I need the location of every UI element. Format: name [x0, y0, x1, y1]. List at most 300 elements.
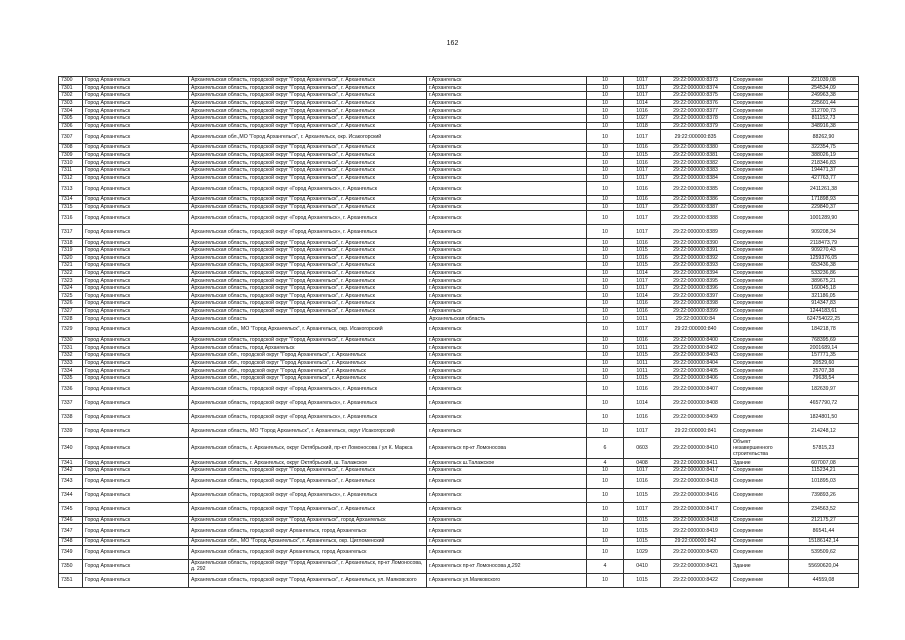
- cadastral-value-cell: 1244183,61: [789, 307, 859, 315]
- municipality-cell: Город Архангельск: [83, 107, 189, 115]
- group-code-cell: 10: [587, 211, 624, 225]
- object-type-cell: Сооружение: [731, 182, 789, 196]
- group-code-cell: 10: [587, 92, 624, 100]
- cadastral-value-cell: 115234,21: [789, 467, 859, 475]
- municipality-cell: Город Архангельск: [83, 211, 189, 225]
- row-number-cell: 7324: [59, 284, 83, 292]
- cadastral-number-cell: 29:22:000000:8395: [661, 277, 731, 285]
- group-code-cell: 10: [587, 352, 624, 360]
- subgroup-code-cell: 1016: [624, 410, 661, 424]
- municipality-cell: Город Архангельск: [83, 467, 189, 475]
- locality-cell: г.Архангельск ул.Маяковского: [427, 573, 587, 587]
- object-type-cell: Сооружение: [731, 344, 789, 352]
- row-number-cell: 7300: [59, 77, 83, 85]
- group-code-cell: 10: [587, 344, 624, 352]
- object-type-cell: Здание: [731, 559, 789, 573]
- table-row: [59, 573, 859, 587]
- subgroup-code-cell: 1015: [624, 262, 661, 270]
- municipality-cell: Город Архангельск: [83, 77, 189, 85]
- subgroup-code-cell: 1016: [624, 196, 661, 204]
- table-row: [59, 84, 859, 92]
- cadastral-value-cell: 194471,37: [789, 166, 859, 174]
- address-cell: Архангельская область, городской округ "Город Архангельск", г. Архангельск: [189, 284, 427, 292]
- cadastral-value-cell: 214248,12: [789, 424, 859, 438]
- row-number-cell: 7316: [59, 211, 83, 225]
- address-cell: Архангельская область, городской округ "Город Архангельск", город Архангельск: [189, 516, 427, 524]
- cadastral-number-cell: 29:22:000000:835: [661, 130, 731, 144]
- locality-cell: г.Архангельск пр-кт Ломоносова д.292: [427, 559, 587, 573]
- municipality-cell: Город Архангельск: [83, 130, 189, 144]
- subgroup-code-cell: 1017: [624, 174, 661, 182]
- subgroup-code-cell: 0410: [624, 559, 661, 573]
- row-number-cell: 7348: [59, 538, 83, 546]
- cadastral-value-cell: 218346,83: [789, 159, 859, 167]
- address-cell: Архангельская область, городской округ "Город Архангельск", г. Архангельск, пр-кт Ломоносова, д. 292: [189, 559, 427, 573]
- table-row: [59, 344, 859, 352]
- cadastral-value-cell: 79638,54: [789, 374, 859, 382]
- address-cell: Архангельская обл., городской округ "Город Архангельск", г. Архангельск: [189, 367, 427, 375]
- row-number-cell: 7319: [59, 246, 83, 254]
- row-number-cell: 7342: [59, 467, 83, 475]
- cadastral-number-cell: 29:22:000000:8418: [661, 516, 731, 524]
- object-type-cell: Сооружение: [731, 374, 789, 382]
- address-cell: Архангельская обл., городской округ "Город Архангельск", г. Архангельск: [189, 352, 427, 360]
- subgroup-code-cell: 1016: [624, 254, 661, 262]
- municipality-cell: Город Архангельск: [83, 166, 189, 174]
- group-code-cell: 10: [587, 424, 624, 438]
- object-type-cell: Сооружение: [731, 467, 789, 475]
- cadastral-number-cell: 29:22:000000:8420: [661, 545, 731, 559]
- group-code-cell: 10: [587, 77, 624, 85]
- subgroup-code-cell: 1015: [624, 524, 661, 538]
- cadastral-number-cell: 29:22:000000:8381: [661, 151, 731, 159]
- cadastral-value-cell: 312700,73: [789, 107, 859, 115]
- group-code-cell: 10: [587, 99, 624, 107]
- municipality-cell: Город Архангельск: [83, 300, 189, 308]
- table-row: [59, 352, 859, 360]
- address-cell: Архангельская область, городской округ "Город Архангельск", г. Архангельск: [189, 254, 427, 262]
- municipality-cell: Город Архангельск: [83, 292, 189, 300]
- cadastral-number-cell: 29:22:000000:8384: [661, 174, 731, 182]
- address-cell: Архангельская область, МО "Город Архангельск", г. Архангельск, округ Исакогорский: [189, 424, 427, 438]
- subgroup-code-cell: 1017: [624, 225, 661, 239]
- row-number-cell: 7349: [59, 545, 83, 559]
- row-number-cell: 7338: [59, 410, 83, 424]
- cadastral-number-cell: 29:22:000000:840: [661, 322, 731, 336]
- subgroup-code-cell: 1014: [624, 269, 661, 277]
- cadastral-value-cell: 184218,78: [789, 322, 859, 336]
- table-row: [59, 307, 859, 315]
- locality-cell: г.Архангельск: [427, 352, 587, 360]
- row-number-cell: 7315: [59, 203, 83, 211]
- row-number-cell: 7329: [59, 322, 83, 336]
- subgroup-code-cell: 1017: [624, 424, 661, 438]
- object-type-cell: Объект незавершенного строительства: [731, 438, 789, 459]
- address-cell: Архангельская область, городской округ "Город Архангельск", г. Архангельск: [189, 144, 427, 152]
- municipality-cell: Город Архангельск: [83, 315, 189, 323]
- row-number-cell: 7322: [59, 269, 83, 277]
- object-type-cell: Сооружение: [731, 174, 789, 182]
- municipality-cell: Город Архангельск: [83, 246, 189, 254]
- table-row: [59, 322, 859, 336]
- locality-cell: г.Архангельск ш.Талажское: [427, 459, 587, 467]
- municipality-cell: Город Архангельск: [83, 203, 189, 211]
- locality-cell: г.Архангельск: [427, 336, 587, 344]
- cadastral-value-cell: 1824801,50: [789, 410, 859, 424]
- group-code-cell: 10: [587, 107, 624, 115]
- row-number-cell: 7346: [59, 516, 83, 524]
- address-cell: Архангельская область, городской округ "Город Архангельск", г. Архангельск: [189, 174, 427, 182]
- row-number-cell: 7347: [59, 524, 83, 538]
- address-cell: Архангельская область, городской округ "Город Архангельск", г. Архангельск: [189, 262, 427, 270]
- object-type-cell: Сооружение: [731, 424, 789, 438]
- locality-cell: г.Архангельск: [427, 307, 587, 315]
- table-row: [59, 336, 859, 344]
- row-number-cell: 7323: [59, 277, 83, 285]
- object-type-cell: Сооружение: [731, 269, 789, 277]
- object-type-cell: Сооружение: [731, 292, 789, 300]
- locality-cell: Архангельская область: [427, 315, 587, 323]
- address-cell: Архангельская область, городской округ "Город Архангельск", г. Архангельск: [189, 166, 427, 174]
- row-number-cell: 7312: [59, 174, 83, 182]
- municipality-cell: Город Архангельск: [83, 424, 189, 438]
- cadastral-value-cell: 811152,73: [789, 114, 859, 122]
- object-type-cell: Сооружение: [731, 300, 789, 308]
- object-type-cell: Сооружение: [731, 322, 789, 336]
- group-code-cell: 10: [587, 474, 624, 488]
- subgroup-code-cell: 1015: [624, 538, 661, 546]
- cadastral-number-cell: 29:22:000000:8421: [661, 559, 731, 573]
- row-number-cell: 7304: [59, 107, 83, 115]
- group-code-cell: 10: [587, 144, 624, 152]
- table-row: [59, 239, 859, 247]
- row-number-cell: 7327: [59, 307, 83, 315]
- row-number-cell: 7310: [59, 159, 83, 167]
- locality-cell: г.Архангельск: [427, 322, 587, 336]
- locality-cell: г.Архангельск: [427, 374, 587, 382]
- subgroup-code-cell: 1016: [624, 300, 661, 308]
- locality-cell: г.Архангельск: [427, 77, 587, 85]
- table-row: [59, 488, 859, 502]
- cadastral-value-cell: 607007,08: [789, 459, 859, 467]
- subgroup-code-cell: 1017: [624, 467, 661, 475]
- object-type-cell: Сооружение: [731, 107, 789, 115]
- locality-cell: г.Архангельск: [427, 225, 587, 239]
- cadastral-number-cell: 29:22:000000:8376: [661, 99, 731, 107]
- row-number-cell: 7306: [59, 122, 83, 130]
- locality-cell: г.Архангельск: [427, 107, 587, 115]
- group-code-cell: 10: [587, 262, 624, 270]
- locality-cell: г.Архангельск: [427, 262, 587, 270]
- table-row: [59, 474, 859, 488]
- subgroup-code-cell: 1011: [624, 344, 661, 352]
- row-number-cell: 7351: [59, 573, 83, 587]
- cadastral-value-cell: 539509,62: [789, 545, 859, 559]
- cadastral-value-cell: 2001689,14: [789, 344, 859, 352]
- row-number-cell: 7321: [59, 262, 83, 270]
- municipality-cell: Город Архангельск: [83, 410, 189, 424]
- municipality-cell: Город Архангельск: [83, 352, 189, 360]
- subgroup-code-cell: 1017: [624, 284, 661, 292]
- cadastral-number-cell: 29:22:000000:8382: [661, 159, 731, 167]
- subgroup-code-cell: 1027: [624, 114, 661, 122]
- group-code-cell: 10: [587, 130, 624, 144]
- municipality-cell: Город Архангельск: [83, 396, 189, 410]
- cadastral-number-cell: 29:22:000000:8408: [661, 396, 731, 410]
- address-cell: Архангельская область, городской округ «Город Архангельск», г. Архангельск: [189, 488, 427, 502]
- row-number-cell: 7336: [59, 382, 83, 396]
- locality-cell: г.Архангельск: [427, 367, 587, 375]
- locality-cell: г.Архангельск: [427, 524, 587, 538]
- group-code-cell: 10: [587, 114, 624, 122]
- subgroup-code-cell: 1017: [624, 84, 661, 92]
- address-cell: Архангельская область, городской округ "Город Архангельск", г. Архангельск: [189, 336, 427, 344]
- cadastral-number-cell: 29:22:000000:8409: [661, 410, 731, 424]
- subgroup-code-cell: 1017: [624, 92, 661, 100]
- municipality-cell: Город Архангельск: [83, 438, 189, 459]
- cadastral-number-cell: 29:22:000000:8403: [661, 352, 731, 360]
- cadastral-value-cell: 25707,38: [789, 367, 859, 375]
- subgroup-code-cell: 0603: [624, 438, 661, 459]
- address-cell: Архангельская область, городской округ "Город Архангельск", г. Архангельск: [189, 467, 427, 475]
- municipality-cell: Город Архангельск: [83, 159, 189, 167]
- address-cell: Архангельская область, городской округ "Город Архангельск", г. Архангельск: [189, 203, 427, 211]
- address-cell: Архангельская обл., городской округ "Город Архангельск", г. Архангельск: [189, 359, 427, 367]
- row-number-cell: 7314: [59, 196, 83, 204]
- group-code-cell: 10: [587, 292, 624, 300]
- cadastral-number-cell: 29:22:000000:8394: [661, 269, 731, 277]
- object-type-cell: Сооружение: [731, 524, 789, 538]
- cadastral-number-cell: 29:22:000000:8378: [661, 114, 731, 122]
- table-row: [59, 246, 859, 254]
- group-code-cell: 10: [587, 396, 624, 410]
- cadastral-number-cell: 29:22:000000:8387: [661, 203, 731, 211]
- subgroup-code-cell: 1015: [624, 374, 661, 382]
- locality-cell: г.Архангельск: [427, 151, 587, 159]
- row-number-cell: 7302: [59, 92, 83, 100]
- row-number-cell: 7350: [59, 559, 83, 573]
- row-number-cell: 7344: [59, 488, 83, 502]
- municipality-cell: Город Архангельск: [83, 559, 189, 573]
- municipality-cell: Город Архангельск: [83, 367, 189, 375]
- subgroup-code-cell: 1017: [624, 203, 661, 211]
- locality-cell: г.Архангельск: [427, 239, 587, 247]
- group-code-cell: 10: [587, 502, 624, 516]
- municipality-cell: Город Архангельск: [83, 524, 189, 538]
- group-code-cell: 10: [587, 159, 624, 167]
- group-code-cell: 10: [587, 225, 624, 239]
- municipality-cell: Город Архангельск: [83, 284, 189, 292]
- municipality-cell: Город Архангельск: [83, 99, 189, 107]
- subgroup-code-cell: 1015: [624, 488, 661, 502]
- row-number-cell: 7339: [59, 424, 83, 438]
- cadastral-value-cell: 427763,77: [789, 174, 859, 182]
- municipality-cell: Город Архангельск: [83, 474, 189, 488]
- address-cell: Архангельская область, городской округ "Город Архангельск", г. Архангельск: [189, 159, 427, 167]
- group-code-cell: 10: [587, 277, 624, 285]
- row-number-cell: 7345: [59, 502, 83, 516]
- table-row: [59, 300, 859, 308]
- cadastral-value-cell: 653436,38: [789, 262, 859, 270]
- municipality-cell: Город Архангельск: [83, 344, 189, 352]
- row-number-cell: 7305: [59, 114, 83, 122]
- object-type-cell: Сооружение: [731, 151, 789, 159]
- address-cell: Архангельская область, городской округ "Город Архангельск", г. Архангельск: [189, 292, 427, 300]
- object-type-cell: Сооружение: [731, 159, 789, 167]
- locality-cell: г.Архангельск: [427, 122, 587, 130]
- cadastral-number-cell: 29:22:000000:8399: [661, 307, 731, 315]
- municipality-cell: Город Архангельск: [83, 277, 189, 285]
- table-row: [59, 107, 859, 115]
- cadastral-value-cell: 221039,08: [789, 77, 859, 85]
- table-row: [59, 99, 859, 107]
- subgroup-code-cell: 1015: [624, 246, 661, 254]
- municipality-cell: Город Архангельск: [83, 359, 189, 367]
- municipality-cell: Город Архангельск: [83, 196, 189, 204]
- address-cell: Архангельская область, городской округ "Город Архангельск", г. Архангельск: [189, 114, 427, 122]
- cadastral-value-cell: 2118473,79: [789, 239, 859, 247]
- address-cell: Архангельская область, городской округ "Город Архангельск", г. Архангельск: [189, 307, 427, 315]
- row-number-cell: 7301: [59, 84, 83, 92]
- table-row: [59, 284, 859, 292]
- row-number-cell: 7332: [59, 352, 83, 360]
- cadastral-value-cell: 739893,26: [789, 488, 859, 502]
- table-row: [59, 438, 859, 459]
- table-row: [59, 277, 859, 285]
- row-number-cell: 7303: [59, 99, 83, 107]
- table-row: [59, 374, 859, 382]
- cadastral-number-cell: 29:22:000000:8379: [661, 122, 731, 130]
- locality-cell: г.Архангельск: [427, 292, 587, 300]
- municipality-cell: Город Архангельск: [83, 573, 189, 587]
- cadastral-value-cell: 225601,44: [789, 99, 859, 107]
- group-code-cell: 10: [587, 545, 624, 559]
- cadastral-value-cell: 15186142,14: [789, 538, 859, 546]
- cadastral-number-cell: 29:22:000000:8385: [661, 182, 731, 196]
- row-number-cell: 7307: [59, 130, 83, 144]
- cadastral-number-cell: 29:22:000000:8386: [661, 196, 731, 204]
- locality-cell: г.Архангельск: [427, 424, 587, 438]
- subgroup-code-cell: 1014: [624, 292, 661, 300]
- cadastral-value-cell: 229840,37: [789, 203, 859, 211]
- table-row: [59, 151, 859, 159]
- object-type-cell: Сооружение: [731, 315, 789, 323]
- address-cell: Архангельская обл., МО "Город Архангельск", г. Архангельск, окр. Цигломенский: [189, 538, 427, 546]
- cadastral-number-cell: 29:22:000000:8380: [661, 144, 731, 152]
- table-row: [59, 424, 859, 438]
- locality-cell: г.Архангельск: [427, 344, 587, 352]
- subgroup-code-cell: 1016: [624, 474, 661, 488]
- table-row: [59, 122, 859, 130]
- group-code-cell: 10: [587, 538, 624, 546]
- table-row: [59, 545, 859, 559]
- subgroup-code-cell: 1016: [624, 144, 661, 152]
- municipality-cell: Город Архангельск: [83, 84, 189, 92]
- subgroup-code-cell: 1017: [624, 277, 661, 285]
- table-row: [59, 559, 859, 573]
- group-code-cell: 10: [587, 174, 624, 182]
- address-cell: Архангельская область, городской округ «Город Архангельск», г. Архангельск: [189, 410, 427, 424]
- subgroup-code-cell: 1017: [624, 211, 661, 225]
- locality-cell: г.Архангельск: [427, 359, 587, 367]
- object-type-cell: Сооружение: [731, 502, 789, 516]
- group-code-cell: 10: [587, 300, 624, 308]
- address-cell: Архангельская область, г. Архангельск, округ Октябрьский, пр-кт Ломоносова / ул К. Маркса: [189, 438, 427, 459]
- object-type-cell: Сооружение: [731, 130, 789, 144]
- group-code-cell: 10: [587, 151, 624, 159]
- locality-cell: г.Архангельск: [427, 144, 587, 152]
- address-cell: Архангельская область: [189, 315, 427, 323]
- address-cell: Архангельская область, городской округ Архангельск, город Архангельск: [189, 524, 427, 538]
- group-code-cell: 10: [587, 367, 624, 375]
- table-row: [59, 225, 859, 239]
- cadastral-number-cell: 29:22:000000:8404: [661, 359, 731, 367]
- row-number-cell: 7328: [59, 315, 83, 323]
- address-cell: Архангельская область, городской округ «Город Архангельск», г. Архангельск: [189, 382, 427, 396]
- address-cell: Архангельская область, городской округ «Город Архангельск», г. Архангельск: [189, 396, 427, 410]
- cadastral-value-cell: 101895,03: [789, 474, 859, 488]
- subgroup-code-cell: 1015: [624, 352, 661, 360]
- municipality-cell: Город Архангельск: [83, 459, 189, 467]
- row-number-cell: 7334: [59, 367, 83, 375]
- group-code-cell: 10: [587, 269, 624, 277]
- cadastral-number-cell: 29:22:000000:8400: [661, 336, 731, 344]
- cadastral-number-cell: 29:22:000000:8373: [661, 77, 731, 85]
- cadastral-number-cell: 29:22:000000:8388: [661, 211, 731, 225]
- locality-cell: г.Архангельск: [427, 538, 587, 546]
- municipality-cell: Город Архангельск: [83, 122, 189, 130]
- address-cell: Архангельская область, городской округ "Город Архангельск", г. Архангельск: [189, 84, 427, 92]
- locality-cell: г.Архангельск: [427, 99, 587, 107]
- subgroup-code-cell: 1016: [624, 307, 661, 315]
- table-row: [59, 367, 859, 375]
- row-number-cell: 7333: [59, 359, 83, 367]
- cadastral-number-cell: 29:22:000000:8402: [661, 344, 731, 352]
- locality-cell: г.Архангельск: [427, 300, 587, 308]
- table-row: [59, 92, 859, 100]
- object-type-cell: Сооружение: [731, 254, 789, 262]
- row-number-cell: 7331: [59, 344, 83, 352]
- cadastral-number-cell: 29:22:000000:8419: [661, 524, 731, 538]
- table-row: [59, 524, 859, 538]
- cadastral-number-cell: 29:22:000000:8397: [661, 292, 731, 300]
- locality-cell: г.Архангельск: [427, 516, 587, 524]
- cadastral-value-cell: 254534,09: [789, 84, 859, 92]
- object-type-cell: Сооружение: [731, 122, 789, 130]
- group-code-cell: 10: [587, 524, 624, 538]
- subgroup-code-cell: 1017: [624, 77, 661, 85]
- cadastral-value-cell: 20529,60: [789, 359, 859, 367]
- municipality-cell: Город Архангельск: [83, 382, 189, 396]
- cadastral-value-cell: 160045,18: [789, 284, 859, 292]
- row-number-cell: 7311: [59, 166, 83, 174]
- page-number: 162: [446, 40, 459, 47]
- cadastral-number-cell: 29:22:000000:8422: [661, 573, 731, 587]
- cadastral-number-cell: 29:22:000000:8396: [661, 284, 731, 292]
- subgroup-code-cell: 1017: [624, 502, 661, 516]
- group-code-cell: 10: [587, 573, 624, 587]
- municipality-cell: Город Архангельск: [83, 538, 189, 546]
- group-code-cell: 10: [587, 122, 624, 130]
- address-cell: Архангельская область, город Архангельск: [189, 344, 427, 352]
- subgroup-code-cell: 1016: [624, 182, 661, 196]
- subgroup-code-cell: 1017: [624, 130, 661, 144]
- municipality-cell: Город Архангельск: [83, 174, 189, 182]
- table-row: [59, 382, 859, 396]
- group-code-cell: 10: [587, 359, 624, 367]
- subgroup-code-cell: 1015: [624, 516, 661, 524]
- cadastral-value-cell: 909270,43: [789, 246, 859, 254]
